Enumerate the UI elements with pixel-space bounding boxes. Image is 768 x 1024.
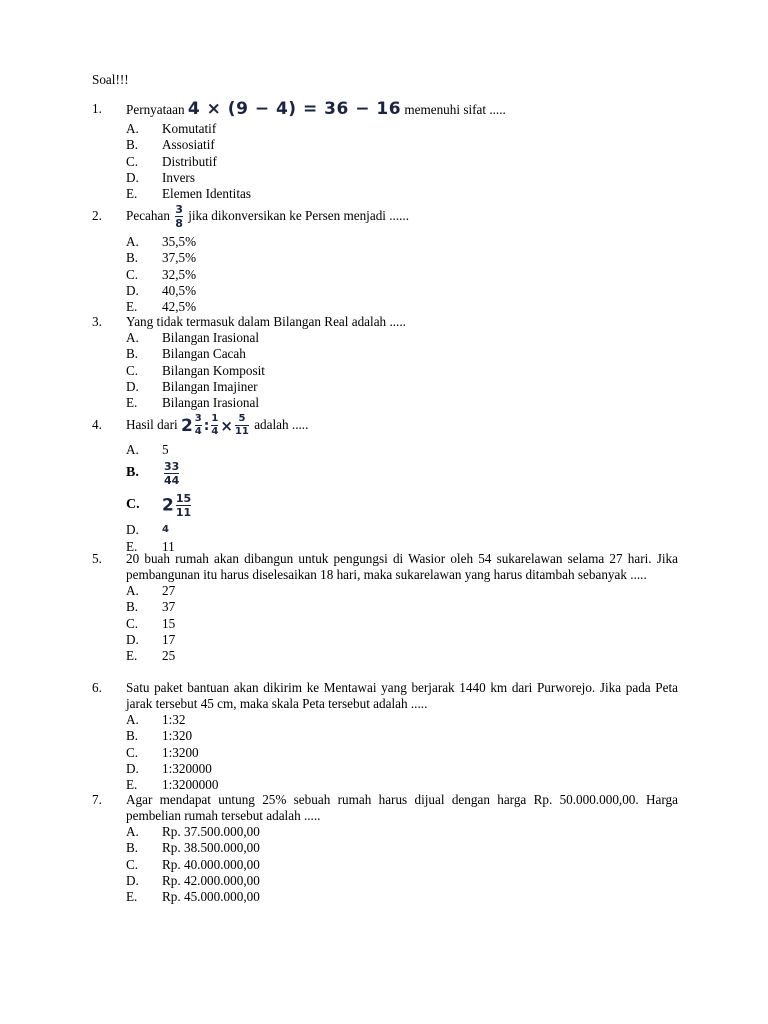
option-letter: B. [126, 346, 139, 362]
option-text: Distributif [162, 153, 217, 169]
option-letter: C. [126, 744, 139, 760]
option-letter: D. [126, 872, 139, 888]
option-b[interactable] [126, 346, 678, 362]
option-d[interactable] [126, 283, 678, 299]
option-text: Bilangan Irasional [162, 330, 260, 345]
option-text: 1:3200 [162, 744, 199, 760]
option-b[interactable] [126, 458, 678, 488]
option-c[interactable] [126, 363, 678, 379]
option-d[interactable] [126, 379, 678, 395]
option-letter: A. [126, 583, 139, 598]
option-letter: D. [126, 169, 139, 185]
option-a[interactable] [126, 330, 678, 346]
option-letter: A. [126, 234, 139, 249]
option-letter: E. [126, 299, 138, 315]
operator: : [203, 417, 210, 434]
option-a[interactable] [126, 824, 678, 840]
question-number: 6. [92, 680, 102, 695]
option-text: 37,5% [162, 250, 197, 266]
fraction-denominator: 4 [211, 426, 219, 438]
question-2 [92, 200, 678, 315]
option-text: 1:320000 [162, 760, 212, 776]
option-c[interactable] [126, 745, 678, 761]
option-text: 1:32 [162, 712, 186, 727]
option-letter: A. [126, 441, 139, 457]
option-letter: A. [126, 824, 139, 839]
option-text: 37 [162, 599, 176, 615]
options-list [126, 824, 678, 905]
question-number: 4. [92, 417, 102, 433]
option-letter: E. [126, 889, 138, 905]
operator: × [220, 416, 233, 435]
option-text: 27 [162, 583, 176, 598]
option-c[interactable] [126, 616, 678, 632]
option-text: Rp. 45.000.000,00 [162, 889, 260, 905]
option-letter: E. [126, 777, 138, 793]
option-letter: C. [126, 362, 139, 378]
mixed-number-whole: 2 [180, 415, 193, 436]
option-text: 25 [162, 648, 176, 664]
option-letter: B. [126, 137, 139, 153]
options-list [126, 583, 678, 664]
question-1 [92, 99, 678, 202]
option-text: Komutatif [162, 121, 217, 136]
option-text: 4 [162, 524, 169, 536]
option-text: 35,5% [162, 234, 197, 249]
option-letter: E. [126, 395, 138, 411]
option-d[interactable] [126, 170, 678, 186]
option-a[interactable] [126, 712, 678, 728]
option-letter: B. [126, 465, 139, 481]
option-c[interactable] [126, 154, 678, 170]
math-expression: 4 × (9 − 4) = 36 − 16 [187, 99, 402, 119]
question-text: Pernyataan [126, 102, 185, 117]
question-number: 5. [92, 551, 102, 566]
question-text: memenuhi sifat ..... [404, 102, 506, 117]
option-text: Invers [162, 169, 195, 185]
option-letter: D. [126, 282, 139, 298]
option-letter: E. [126, 648, 138, 664]
question-5 [92, 551, 678, 664]
option-d[interactable] [126, 632, 678, 648]
option-letter: B. [126, 599, 139, 615]
option-text: Bilangan Imajiner [162, 378, 258, 394]
option-e[interactable] [126, 889, 678, 905]
option-e[interactable] [126, 648, 678, 664]
option-text: Bilangan Komposit [162, 362, 265, 378]
option-d[interactable] [126, 873, 678, 889]
question-text: Agar mendapat untung 25% sebuah rumah harus dijual dengan harga Rp. 50.000.000,00. Harga pembelian rumah tersebut adalah ..... [126, 792, 678, 823]
option-text: Rp. 38.500.000,00 [162, 840, 260, 856]
fraction-numerator: 3 [175, 203, 183, 217]
question-text: jika dikonversikan ke Persen menjadi ...... [188, 208, 410, 223]
options-list [126, 234, 678, 315]
option-text: Rp. 37.500.000,00 [162, 824, 260, 839]
option-a[interactable] [126, 583, 678, 599]
fraction-denominator: 11 [234, 426, 249, 438]
options-list [126, 712, 678, 793]
fraction-denominator: 44 [164, 473, 180, 487]
fraction-denominator: 4 [194, 426, 202, 438]
fraction-numerator: 3 [194, 413, 202, 425]
option-a[interactable] [126, 234, 678, 250]
option-letter: B. [126, 728, 139, 744]
option-letter: A. [126, 712, 139, 727]
option-letter: B. [126, 250, 139, 266]
fraction [211, 414, 218, 437]
option-letter: C. [126, 266, 139, 282]
options-list [126, 442, 678, 555]
option-letter: C. [126, 856, 139, 872]
option-text: Bilangan Cacah [162, 346, 246, 362]
option-c[interactable] [126, 267, 678, 283]
question-number: 1. [92, 101, 102, 116]
fraction [195, 414, 202, 437]
option-text: 15 [162, 615, 176, 631]
option-text: 42,5% [162, 299, 197, 315]
option-a[interactable] [126, 442, 678, 458]
option-letter: C. [126, 153, 139, 169]
option-a[interactable] [126, 121, 678, 137]
option-b[interactable] [126, 728, 678, 744]
options-list [126, 330, 678, 411]
question-number: 7. [92, 792, 102, 807]
question-text: Pecahan [126, 208, 170, 223]
option-text: 32,5% [162, 266, 197, 282]
option-letter: A. [126, 121, 139, 136]
fraction-denominator: 11 [175, 505, 192, 519]
fraction [175, 204, 183, 229]
fraction-numerator: 15 [175, 491, 192, 505]
fraction-numerator: 33 [164, 459, 180, 473]
option-b[interactable] [126, 599, 678, 615]
option-letter: E. [126, 186, 138, 202]
option-letter: D. [126, 378, 139, 394]
option-text: Elemen Identitas [162, 186, 251, 202]
fraction [164, 461, 179, 486]
question-4 [92, 410, 678, 555]
options-list [126, 121, 678, 202]
question-text: adalah ..... [254, 417, 309, 432]
fraction-denominator: 8 [175, 217, 183, 231]
option-b[interactable] [126, 250, 678, 266]
option-letter: D. [126, 760, 139, 776]
question-number: 3. [92, 314, 102, 329]
question-7 [92, 792, 678, 905]
option-letter: D. [126, 522, 139, 538]
option-d[interactable] [126, 761, 678, 777]
question-text: Satu paket bantuan akan dikirim ke Mentawai yang berjarak 1440 km dari Purworejo. Jika pada Peta jarak tersebut 45 cm, maka skala Peta tersebut adalah ..... [126, 680, 678, 711]
question-3 [92, 314, 678, 411]
option-text: Rp. 40.000.000,00 [162, 856, 260, 872]
question-6 [92, 680, 678, 793]
option-text: 1:320 [162, 728, 193, 744]
option-letter: C. [126, 497, 140, 513]
option-letter: E. [126, 538, 138, 554]
option-d[interactable] [126, 522, 678, 538]
option-text: 5 [162, 441, 169, 457]
question-number: 2. [92, 208, 102, 223]
option-text: 40,5% [162, 282, 197, 298]
option-b[interactable] [126, 137, 678, 153]
option-text: Rp. 42.000.000,00 [162, 872, 260, 888]
option-letter: A. [126, 330, 139, 345]
fraction-numerator: 5 [238, 413, 246, 425]
option-letter: D. [126, 631, 139, 647]
option-text: Assosiatif [162, 137, 215, 153]
question-text: Yang tidak termasuk dalam Bilangan Real adalah ..... [126, 314, 406, 329]
option-c[interactable] [126, 488, 678, 522]
option-text: Bilangan Irasional [162, 395, 260, 411]
mixed-number-whole: 2 [162, 495, 174, 516]
option-text: 11 [162, 538, 175, 554]
page-title: Soal!!! [92, 72, 129, 87]
option-letter: C. [126, 615, 139, 631]
fraction [235, 414, 249, 437]
fraction [176, 493, 191, 518]
option-text: 17 [162, 631, 176, 647]
option-b[interactable] [126, 840, 678, 856]
option-c[interactable] [126, 857, 678, 873]
question-text: 20 buah rumah akan dibangun untuk pengungsi di Wasior oleh 54 sukarelawan selama 27 hari. Jika pembangunan itu harus diselesaikan 18 hari, maka sukarelawan yang harus ditambah sebanyak ..... [126, 551, 678, 582]
option-letter: B. [126, 840, 139, 856]
fraction-numerator: 1 [211, 413, 219, 425]
question-text: Hasil dari [126, 417, 178, 432]
option-text: 1:3200000 [162, 777, 219, 793]
